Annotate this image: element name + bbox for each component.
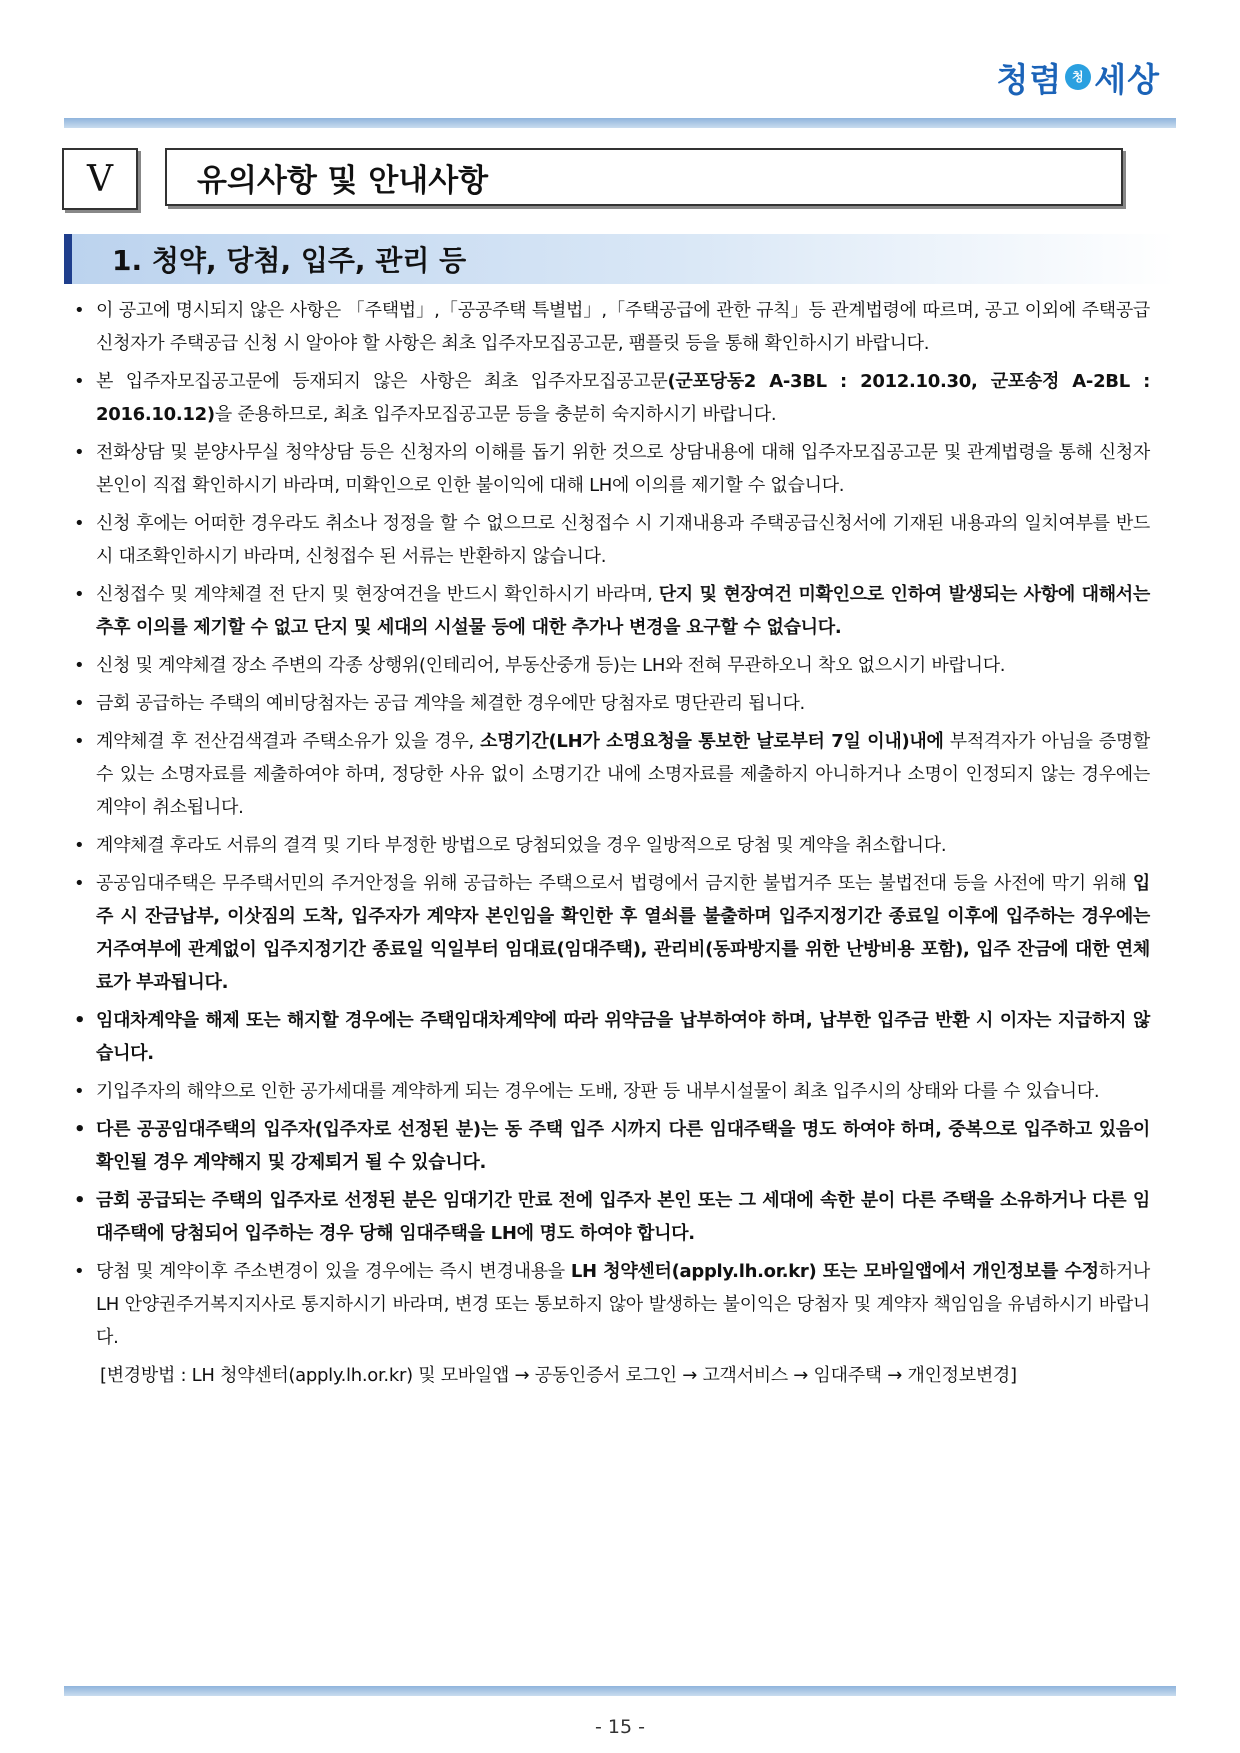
notice-list — [72, 294, 1150, 1392]
footer-divider — [64, 1686, 1176, 1696]
page-number: - 15 - — [595, 1716, 645, 1738]
item-bold-text: (군포당동2 A-3BL : 2012.10.30, 군포송정 A-2BL : 2016.10.12) — [96, 371, 1150, 425]
item-text: 신청 후에는 어떠한 경우라도 취소나 정정을 할 수 없으므로 신청접수 시 기재내용과 주택공급신청서에 기재된 내용과의 일치여부를 반드시 대조확인하시기 바라며, 신청접수 된 서류는 반환하지 않습니다. — [96, 513, 1150, 567]
bullet-icon: • — [74, 873, 85, 894]
item-text: 당첨 및 계약이후 주소변경이 있을 경우에는 즉시 변경내용을 — [96, 1261, 571, 1282]
bullet-icon: • — [74, 693, 85, 714]
header-divider — [64, 118, 1176, 128]
item-text: 신청접수 및 계약체결 전 단지 및 현장여건을 반드시 확인하시기 바라며, — [96, 584, 659, 605]
bullet-icon: • — [74, 1190, 86, 1211]
list-item — [72, 649, 1150, 682]
section-number: Ⅴ — [62, 148, 138, 210]
bullet-icon: • — [74, 835, 85, 856]
list-item — [72, 687, 1150, 720]
list-item — [72, 1255, 1150, 1354]
bullet-icon: • — [74, 371, 85, 392]
bullet-icon: • — [74, 584, 85, 605]
logo-seal-icon: 청 — [1065, 64, 1091, 90]
item-text: 금회 공급하는 주택의 예비당첨자는 공급 계약을 체결한 경우에만 당첨자로 명단관리 됩니다. — [96, 693, 805, 714]
item-text: 계약체결 후 전산검색결과 주택소유가 있을 경우, — [96, 731, 481, 752]
item-bold-text: 임대차계약을 해제 또는 해지할 경우에는 주택임대차계약에 따라 위약금을 납부하여야 하며, 납부한 입주금 반환 시 이자는 지급하지 않습니다. — [96, 1010, 1150, 1064]
list-item — [72, 725, 1150, 824]
item-text: 계약체결 후라도 서류의 결격 및 기타 부정한 방법으로 당첨되었을 경우 일방적으로 당첨 및 계약을 취소합니다. — [96, 835, 947, 856]
bullet-icon: • — [74, 442, 85, 463]
bullet-icon: • — [74, 300, 85, 321]
list-item — [72, 578, 1150, 644]
item-bold-text: 금회 공급되는 주택의 입주자로 선정된 분은 임대기간 만료 전에 입주자 본인 또는 그 세대에 속한 분이 다른 주택을 소유하거나 다른 임대주택에 당첨되어 입주하는 경우 당해 임대주택을 LH에 명도 하여야 합니다. — [96, 1190, 1150, 1244]
logo-text-a: 청렴 — [996, 59, 1063, 99]
item-text: 기입주자의 해약으로 인한 공가세대를 계약하게 되는 경우에는 도배, 장판 등 내부시설물이 최초 입주시의 상태와 다를 수 있습니다. — [96, 1081, 1100, 1102]
list-item — [72, 507, 1150, 573]
item-bold-text: LH 청약센터(apply.lh.or.kr) 또는 모바일앱에서 개인정보를 수정 — [570, 1261, 1099, 1282]
item-text: 본 입주자모집공고문에 등재되지 않은 사항은 최초 입주자모집공고문 — [96, 371, 668, 392]
list-item — [72, 1004, 1150, 1070]
item-text: 을 준용하므로, 최초 입주자모집공고문 등을 충분히 숙지하시기 바랍니다. — [214, 404, 777, 425]
section-title: 유의사항 및 안내사항 — [165, 148, 1123, 206]
list-item — [72, 1113, 1150, 1179]
item-text: 공공임대주택은 무주택서민의 주거안정을 위해 공급하는 주택으로서 법령에서 금지한 불법거주 또는 불법전대 등을 사전에 막기 위해 — [96, 873, 1133, 894]
item-text: 신청 및 계약체결 장소 주변의 각종 상행위(인테리어, 부동산중개 등)는 LH와 전혀 무관하오니 착오 없으시기 바랍니다. — [96, 655, 1006, 676]
list-item — [72, 294, 1150, 360]
list-item — [72, 867, 1150, 999]
list-item — [72, 1075, 1150, 1108]
bullet-icon: • — [74, 655, 85, 676]
change-method-note: [변경방법 : LH 청약센터(apply.lh.or.kr) 및 모바일앱 → 공동인증서 로그인 → 고객서비스 → 임대주택 → 개인정보변경] — [100, 1365, 1017, 1386]
item-text: 이 공고에 명시되지 않은 사항은 「주택법」,「공공주택 특별법」,「주택공급에 관한 규칙」등 관계법령에 따르며, 공고 이외에 주택공급 신청자가 주택공급 신청 시 알아야 할 사항은 최초 입주자모집공고문, 팸플릿 등을 통해 확인하시기 바랍니다. — [96, 300, 1150, 354]
bullet-icon: • — [74, 1261, 85, 1282]
list-item — [72, 365, 1150, 431]
list-item — [72, 1184, 1150, 1250]
integrity-logo — [996, 52, 1160, 102]
bullet-icon: • — [74, 1119, 86, 1140]
bullet-icon: • — [74, 731, 85, 752]
item-bold-text: 다른 공공임대주택의 입주자(입주자로 선정된 분)는 동 주택 입주 시까지 다른 임대주택을 명도 하여야 하며, 중복으로 입주하고 있음이 확인될 경우 계약해지 및 강제퇴거 될 수 있습니다. — [96, 1119, 1150, 1173]
bullet-icon: • — [74, 513, 85, 534]
item-text: 하거나 LH 안양권주거복지지사로 통지하시기 바라며, 변경 또는 통보하지 않아 발생하는 불이익은 당첨자 및 계약자 책임임을 유념하시기 바랍니다. — [96, 1261, 1151, 1348]
list-item — [72, 436, 1150, 502]
list-item — [72, 829, 1150, 862]
bullet-icon: • — [74, 1081, 85, 1102]
logo-text-b: 세상 — [1094, 59, 1160, 99]
item-bold-text: 입주 시 잔금납부, 이삿짐의 도착, 입주자가 계약자 본인임을 확인한 후 열쇠를 불출하며 입주지정기간 종료일 이후에 입주하는 경우에는 거주여부에 관계없이 입주지정기간 종료일 익일부터 임대료(임대주택), 관리비(동파방지를 위한 난방비용 포함), 입주 잔금에 대한 연체료가 부과됩니다. — [96, 873, 1150, 993]
bullet-icon: • — [74, 1010, 86, 1031]
item-text: 전화상담 및 분양사무실 청약상담 등은 신청자의 이해를 돕기 위한 것으로 상담내용에 대해 입주자모집공고문 및 관계법령을 통해 신청자 본인이 직접 확인하시기 바라며, 미확인으로 인한 불이익에 대해 LH에 이의를 제기할 수 없습니다. — [96, 442, 1150, 496]
item-bold-text: 소명기간(LH가 소명요청을 통보한 날로부터 7일 이내)내에 — [480, 731, 944, 752]
item-text: 부적격자가 아님을 증명할 수 있는 소명자료를 제출하여야 하며, 정당한 사유 없이 소명기간 내에 소명자료를 제출하지 아니하거나 소명이 인정되지 않는 경우에는 계약이 취소됩니다. — [96, 731, 1151, 818]
subsection-heading: 1. 청약, 당첨, 입주, 관리 등 — [64, 234, 1176, 284]
item-bold-text: 단지 및 현장여건 미확인으로 인하여 발생되는 사항에 대해서는 추후 이의를 제기할 수 없고 단지 및 세대의 시설물 등에 대한 추가나 변경을 요구할 수 없습니다. — [96, 584, 1150, 638]
